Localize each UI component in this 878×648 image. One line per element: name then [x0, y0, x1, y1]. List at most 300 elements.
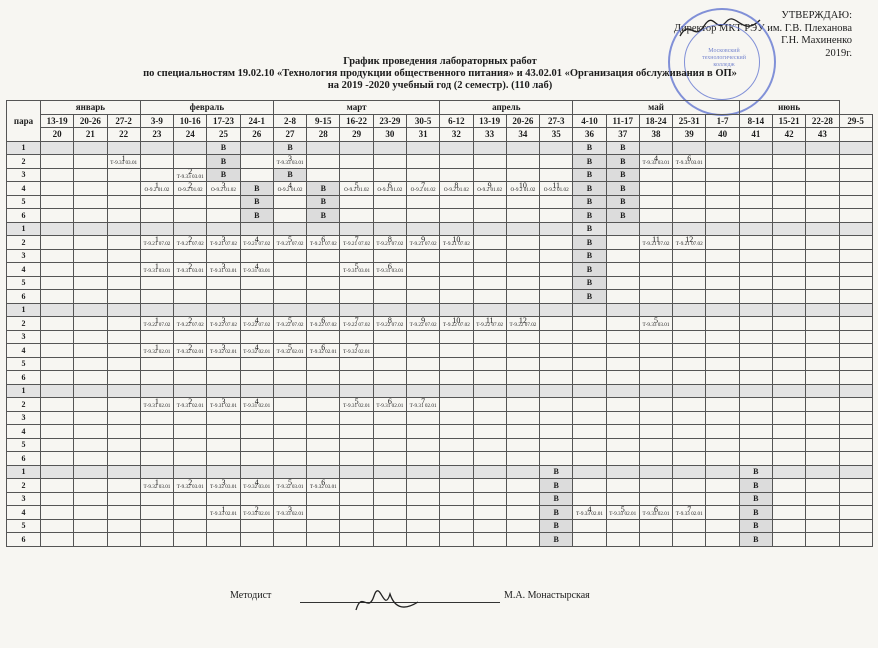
empty-cell [406, 519, 439, 533]
month-header: март [273, 101, 439, 115]
empty-cell [406, 195, 439, 209]
empty-cell [74, 263, 107, 277]
schedule-row [7, 479, 873, 493]
week-range: 17-23 [207, 114, 240, 128]
empty-cell [673, 249, 706, 263]
empty-cell [140, 452, 173, 466]
empty-cell [639, 519, 672, 533]
empty-cell [107, 465, 140, 479]
empty-cell [140, 425, 173, 439]
empty-cell [307, 492, 340, 506]
holiday-mark: В [573, 209, 606, 223]
lab-number: 4 [254, 316, 259, 325]
empty-cell [673, 168, 706, 182]
schedule-row [7, 492, 873, 506]
empty-cell [41, 506, 74, 520]
empty-cell [506, 411, 539, 425]
empty-cell [806, 465, 839, 479]
empty-cell [806, 209, 839, 223]
schedule-row [7, 317, 873, 331]
empty-cell [673, 371, 706, 385]
empty-cell [772, 303, 805, 317]
empty-cell [606, 438, 639, 452]
lab-number: 1 [121, 154, 126, 163]
empty-cell [74, 452, 107, 466]
document-title [80, 56, 800, 91]
group-code: Т-9.33 03.01 [176, 173, 204, 180]
schedule-row [7, 155, 873, 169]
group-code: Т-9.31 03.01 [209, 268, 237, 275]
empty-cell [406, 141, 439, 155]
group-code: Т-9.31 02.01 [243, 403, 271, 410]
lab-number: 5 [288, 235, 293, 244]
empty-cell [673, 209, 706, 223]
empty-cell [207, 195, 240, 209]
empty-cell [440, 384, 473, 398]
empty-cell [74, 398, 107, 412]
lab-number: 2 [188, 262, 193, 271]
empty-cell [806, 479, 839, 493]
empty-cell [440, 519, 473, 533]
para-number: 1 [7, 303, 41, 317]
group-code: Т-9.33 03.01 [642, 160, 670, 167]
empty-cell [340, 371, 373, 385]
lab-number: 4 [654, 154, 658, 163]
empty-cell [639, 357, 672, 371]
schedule-row [7, 303, 873, 317]
lab-number: 5 [620, 505, 625, 514]
empty-cell [107, 236, 140, 250]
empty-cell [74, 303, 107, 317]
empty-cell [772, 452, 805, 466]
empty-cell [706, 290, 739, 304]
group-code: О-9.2 01.02 [477, 187, 503, 194]
group-code: О-9.2 01.02 [144, 187, 170, 194]
empty-cell [273, 398, 306, 412]
empty-cell [340, 465, 373, 479]
week-number: 20 [41, 128, 74, 142]
lab-cell [174, 317, 207, 331]
empty-cell [41, 182, 74, 196]
empty-cell [406, 290, 439, 304]
empty-cell [540, 438, 573, 452]
holiday-mark: В [573, 276, 606, 290]
empty-cell [839, 519, 872, 533]
empty-cell [406, 465, 439, 479]
empty-cell [606, 344, 639, 358]
group-code: Т-9.22 07.02 [143, 322, 171, 329]
empty-cell [373, 411, 406, 425]
empty-cell [839, 479, 872, 493]
empty-cell [506, 425, 539, 439]
empty-cell [140, 303, 173, 317]
lab-number: 1 [154, 316, 159, 325]
empty-cell [473, 465, 506, 479]
week-number: 21 [74, 128, 107, 142]
holiday-mark: В [739, 506, 772, 520]
empty-cell [772, 371, 805, 385]
group-code: Т-9.32 02.01 [343, 349, 371, 356]
empty-cell [340, 357, 373, 371]
empty-cell [307, 425, 340, 439]
group-code: О-9.2 01.02 [543, 187, 569, 194]
empty-cell [839, 452, 872, 466]
schedule-row [7, 141, 873, 155]
empty-cell [207, 330, 240, 344]
empty-cell [540, 357, 573, 371]
para-number: 4 [7, 425, 41, 439]
empty-cell [772, 344, 805, 358]
para-number: 6 [7, 290, 41, 304]
lab-number: 4 [254, 343, 259, 352]
empty-cell [772, 249, 805, 263]
empty-cell [307, 290, 340, 304]
empty-cell [639, 425, 672, 439]
empty-cell [373, 209, 406, 223]
schedule-row [7, 384, 873, 398]
empty-cell [74, 317, 107, 331]
para-number: 2 [7, 236, 41, 250]
week-range: 4-10 [573, 114, 606, 128]
empty-cell [606, 357, 639, 371]
empty-cell [540, 317, 573, 331]
holiday-mark: В [739, 492, 772, 506]
empty-cell [506, 249, 539, 263]
empty-cell [772, 492, 805, 506]
empty-cell [673, 398, 706, 412]
empty-cell [673, 425, 706, 439]
empty-cell [772, 317, 805, 331]
schedule-row [7, 249, 873, 263]
holiday-mark: В [606, 209, 639, 223]
empty-cell [739, 182, 772, 196]
empty-cell [706, 452, 739, 466]
group-code: Т-9.22 07.02 [276, 322, 304, 329]
empty-cell [706, 141, 739, 155]
empty-cell [41, 398, 74, 412]
lab-cell [140, 182, 173, 196]
empty-cell [506, 519, 539, 533]
week-number: 30 [373, 128, 406, 142]
empty-cell [706, 357, 739, 371]
empty-cell [473, 506, 506, 520]
lab-number: 9 [421, 235, 426, 244]
lab-cell [307, 236, 340, 250]
empty-cell [41, 209, 74, 223]
empty-cell [140, 209, 173, 223]
holiday-mark: В [606, 168, 639, 182]
empty-cell [839, 506, 872, 520]
lab-number: 2 [188, 478, 193, 487]
holiday-mark: В [307, 195, 340, 209]
empty-cell [540, 222, 573, 236]
empty-cell [473, 330, 506, 344]
empty-cell [839, 249, 872, 263]
empty-cell [406, 263, 439, 277]
empty-cell [240, 290, 273, 304]
empty-cell [240, 492, 273, 506]
lab-cell [240, 344, 273, 358]
lab-cell [573, 506, 606, 520]
empty-cell [573, 344, 606, 358]
empty-cell [307, 519, 340, 533]
empty-cell [207, 290, 240, 304]
group-code: О-9.2 01.02 [344, 187, 370, 194]
lab-cell [639, 506, 672, 520]
lab-cell [140, 479, 173, 493]
empty-cell [739, 209, 772, 223]
empty-cell [273, 263, 306, 277]
empty-cell [406, 371, 439, 385]
group-code: Т-9.33 02.01 [243, 511, 271, 518]
empty-cell [839, 303, 872, 317]
group-code: Т-9.21 07.02 [343, 241, 371, 248]
empty-cell [74, 290, 107, 304]
empty-cell [540, 398, 573, 412]
empty-cell [440, 330, 473, 344]
group-code: Т-9.31 03.01 [243, 268, 271, 275]
lab-cell [140, 263, 173, 277]
para-number: 4 [7, 263, 41, 277]
schedule-row [7, 236, 873, 250]
empty-cell [806, 155, 839, 169]
group-code: О-9.2 01.02 [177, 187, 203, 194]
empty-cell [673, 411, 706, 425]
empty-cell [41, 479, 74, 493]
empty-cell [373, 168, 406, 182]
group-code: Т-9.32 03.01 [176, 484, 204, 491]
holiday-mark: В [240, 195, 273, 209]
group-code: Т-9.31 03.01 [376, 268, 404, 275]
empty-cell [506, 452, 539, 466]
lab-cell [174, 479, 207, 493]
empty-cell [772, 236, 805, 250]
lab-cell [373, 398, 406, 412]
empty-cell [506, 438, 539, 452]
empty-cell [806, 492, 839, 506]
lab-number: 5 [288, 316, 293, 325]
methodist-signature [352, 584, 422, 620]
empty-cell [639, 209, 672, 223]
empty-cell [839, 263, 872, 277]
group-code: Т-9.33 03.01 [276, 160, 304, 167]
empty-cell [240, 371, 273, 385]
empty-cell [440, 263, 473, 277]
empty-cell [839, 195, 872, 209]
empty-cell [340, 209, 373, 223]
group-code: Т-9.31 02.01 [409, 403, 437, 410]
lab-cell [240, 263, 273, 277]
empty-cell [273, 465, 306, 479]
empty-cell [107, 263, 140, 277]
month-header: май [573, 101, 739, 115]
empty-cell [107, 290, 140, 304]
empty-cell [473, 155, 506, 169]
empty-cell [606, 330, 639, 344]
empty-cell [307, 438, 340, 452]
lab-number: 8 [387, 235, 392, 244]
empty-cell [706, 465, 739, 479]
lab-number: 1 [154, 478, 159, 487]
empty-cell [639, 303, 672, 317]
empty-cell [473, 263, 506, 277]
empty-cell [174, 371, 207, 385]
lab-cell [207, 236, 240, 250]
empty-cell [240, 425, 273, 439]
empty-cell [273, 438, 306, 452]
empty-cell [606, 249, 639, 263]
lab-number: 1 [154, 235, 159, 244]
group-code: Т-9.21 07.02 [642, 241, 670, 248]
title-line-3: на 2019 -2020 учебный год (2 семестр). (110 лаб) [327, 79, 553, 91]
holiday-mark: В [739, 479, 772, 493]
lab-number: 2 [188, 397, 193, 406]
empty-cell [406, 276, 439, 290]
group-code: Т-9.33 03.01 [675, 160, 703, 167]
empty-cell [739, 411, 772, 425]
empty-cell [307, 452, 340, 466]
week-range: 2-8 [273, 114, 306, 128]
empty-cell [839, 290, 872, 304]
empty-cell [639, 398, 672, 412]
empty-cell [41, 465, 74, 479]
holiday-mark: В [240, 182, 273, 196]
empty-cell [340, 438, 373, 452]
group-code: Т-9.31 03.01 [143, 268, 171, 275]
group-code: Т-9.32 02.01 [176, 349, 204, 356]
lab-cell [273, 182, 306, 196]
empty-cell [340, 506, 373, 520]
empty-cell [41, 236, 74, 250]
schedule-row [7, 222, 873, 236]
lab-cell [440, 182, 473, 196]
holiday-mark: В [540, 465, 573, 479]
holiday-mark: В [739, 519, 772, 533]
group-code: Т-9.22 07.02 [442, 322, 470, 329]
empty-cell [573, 371, 606, 385]
empty-cell [240, 141, 273, 155]
empty-cell [373, 290, 406, 304]
lab-number: 2 [188, 235, 193, 244]
methodist-label: Методист [230, 590, 272, 601]
empty-cell [273, 519, 306, 533]
week-range: 27-3 [540, 114, 573, 128]
para-number: 3 [7, 411, 41, 425]
empty-cell [739, 384, 772, 398]
empty-cell [207, 425, 240, 439]
empty-cell [406, 357, 439, 371]
lab-cell [606, 506, 639, 520]
lab-number: 6 [387, 262, 392, 271]
empty-cell [506, 276, 539, 290]
empty-cell [406, 168, 439, 182]
empty-cell [41, 533, 74, 547]
week-number: 36 [573, 128, 606, 142]
empty-cell [806, 330, 839, 344]
group-code: Т-9.32 02.01 [143, 349, 171, 356]
group-code: Т-9.31 02.01 [376, 403, 404, 410]
lab-cell [140, 236, 173, 250]
empty-cell [240, 533, 273, 547]
empty-cell [406, 479, 439, 493]
empty-cell [240, 222, 273, 236]
empty-cell [107, 303, 140, 317]
empty-cell [307, 371, 340, 385]
empty-cell [273, 371, 306, 385]
lab-cell [307, 344, 340, 358]
lab-number: 12 [518, 316, 527, 325]
schedule-row [7, 371, 873, 385]
empty-cell [739, 263, 772, 277]
lab-cell [673, 506, 706, 520]
empty-cell [673, 438, 706, 452]
seal-text: Московский технологический колледж [702, 48, 746, 68]
empty-cell [107, 438, 140, 452]
empty-cell [473, 398, 506, 412]
empty-cell [307, 222, 340, 236]
lab-number: 6 [687, 154, 692, 163]
empty-cell [340, 303, 373, 317]
empty-cell [440, 276, 473, 290]
schedule-row [7, 533, 873, 547]
group-code: Т-9.32 02.01 [209, 349, 237, 356]
empty-cell [706, 330, 739, 344]
week-number: 22 [107, 128, 140, 142]
empty-cell [273, 222, 306, 236]
lab-cell [140, 317, 173, 331]
empty-cell [307, 506, 340, 520]
empty-cell [540, 276, 573, 290]
empty-cell [473, 452, 506, 466]
holiday-mark: В [739, 533, 772, 547]
empty-cell [606, 384, 639, 398]
empty-cell [307, 533, 340, 547]
empty-cell [273, 330, 306, 344]
empty-cell [473, 533, 506, 547]
empty-cell [240, 519, 273, 533]
week-number: 25 [207, 128, 240, 142]
group-code: Т-9.22 07.02 [409, 322, 437, 329]
empty-cell [440, 303, 473, 317]
empty-cell [140, 533, 173, 547]
schedule-row [7, 263, 873, 277]
empty-cell [473, 290, 506, 304]
lab-cell [273, 155, 306, 169]
empty-cell [540, 290, 573, 304]
empty-cell [639, 411, 672, 425]
week-range: 1-7 [706, 114, 739, 128]
empty-cell [706, 263, 739, 277]
week-number: 27 [273, 128, 306, 142]
empty-cell [506, 222, 539, 236]
empty-cell [41, 492, 74, 506]
empty-cell [540, 425, 573, 439]
empty-cell [673, 465, 706, 479]
lab-number: 5 [354, 262, 359, 271]
empty-cell [74, 209, 107, 223]
empty-cell [506, 465, 539, 479]
empty-cell [41, 195, 74, 209]
empty-cell [706, 195, 739, 209]
empty-cell [839, 465, 872, 479]
title-line-2: по специальностям 19.02.10 «Технология продукции общественного питания» и 43.02.01 «Организация обслуживания в ОП» [143, 67, 737, 79]
lab-number: 10 [452, 316, 461, 325]
empty-cell [739, 330, 772, 344]
lab-cell [373, 236, 406, 250]
schedule-row [7, 506, 873, 520]
empty-cell [340, 276, 373, 290]
empty-cell [240, 168, 273, 182]
